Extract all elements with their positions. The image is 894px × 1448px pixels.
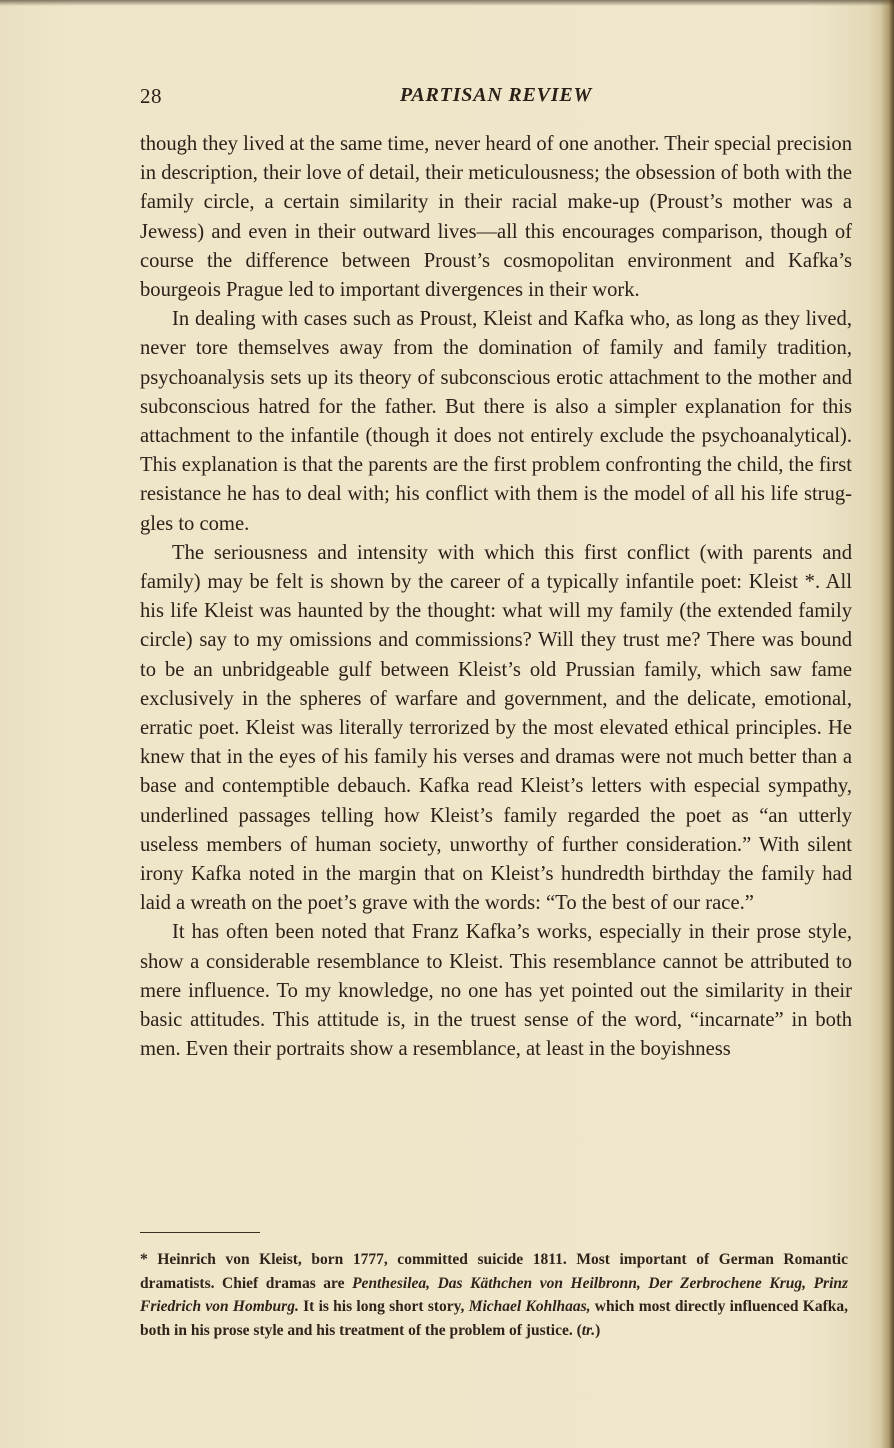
footnote-text-2: It is his long short story, [298,1298,469,1315]
footnote-translator-mark: tr. [581,1321,596,1339]
paragraph-4: It has often been noted that Franz Kafka’s works, especially in their prose style, show a considerable resemblance to Kleist. This resemblance cannot be attributed to mere influence. To my knowledge, no one has yet pointed out the similarity in their basic attitudes. This attitude is, in the truest sense of the word, “incarnate” in both men. Even their portraits show a resemblance, at least in the boyishness [140,921,852,1061]
footnote-text-4: ) [595,1321,601,1339]
main-text [140,130,852,1065]
paragraph-2: In dealing with cases such as Proust, Kleist and Kafka who, as long as they lived, never tore themselves away from the domination of family and family tradition, psychoanalysis sets up its theory of subconscious erotic attachment to the mother and subconscious hatred for the father. But there is also a simpler explanation for this attachment to the infantile (though it does not entirely exclude the psychoanalytical). This explanation is that the parents are the first problem confronting the child, the first resistance he has to deal with; his conflict with them is the model of all his life struggles to come. [140,308,853,535]
binding-edge-shadow [880,0,894,1448]
footnote-work-kathchen: Das Käthchen von Heilbronn, [437,1274,641,1292]
footnote-work-kohlhaas: Michael Kohlhaas, [468,1298,591,1315]
footnote-work-penthesilea: Penthesilea, [352,1274,431,1292]
footnote-work-krug: Der Zerbrochene Krug, [648,1274,806,1292]
footnote-text-3: which most directly influenced Kafka, both in his prose style and his treatment of the problem of justice. ( [140,1298,848,1339]
footnote-separator [806,1275,814,1292]
footnote-text-1: Heinrich von Kleist, born 1777, committed suicide 1811. Most important of German Romantic dramatists. Chief dramas are [140,1251,848,1292]
paragraph-1: though they lived at the same time, never heard of one another. Their special precision in description, their love of detail, their meticulousness; the obsession of both with the family circle, a certain similarity in their racial make-up (Proust’s mother was a Jewess) and even in their outward lives—all this encourages comparison, though of course the difference between Proust’s cosmopolitan environment and Kafka’s bourgeois Prague led to important divergences in their work. [140,133,852,302]
page-number: 28 [140,84,162,108]
footnote-work-homburg: Prinz Friedrich von Homburg. [140,1274,849,1315]
paragraph-3: The seriousness and intensity with which this first conflict (with parents and family) may be felt is shown by the career of a typically infantile poet: Kleist *. All his life Kleist was haunted by the thought: what will my family (the extended family circle) say to my omissions and commissions? Will they trust me? There was bound to be an unbridgeable gulf between Kleist’s old Prussian family, which saw fame exclusively in the spheres of warfare and government, and the delicate, emotional, erratic poet. Kleist was literally terrorized by the most elevated ethical principles. He knew that in the eyes of his family his verses and dramas were not much better than a base and contemptible debauch. Kafka read Kleist’s letters with especial sympathy, underlined passages telling how Kleist’s family regarded the poet as “an utterly useless members of human society, unworthy of further consideration.” With silent irony Kafka noted in the margin that on Kleist’s hundredth birthday the family had laid a wreath on the poet’s grave with the words: “To the best of our race.” [140,541,852,915]
footnote-marker: * [140,1251,148,1268]
footnote-divider [140,1232,260,1233]
footnote-separator [430,1275,438,1292]
page-header [140,84,852,114]
footnote [140,1248,848,1342]
running-title: PARTISAN REVIEW [399,84,593,106]
top-edge-shadow [0,0,894,6]
